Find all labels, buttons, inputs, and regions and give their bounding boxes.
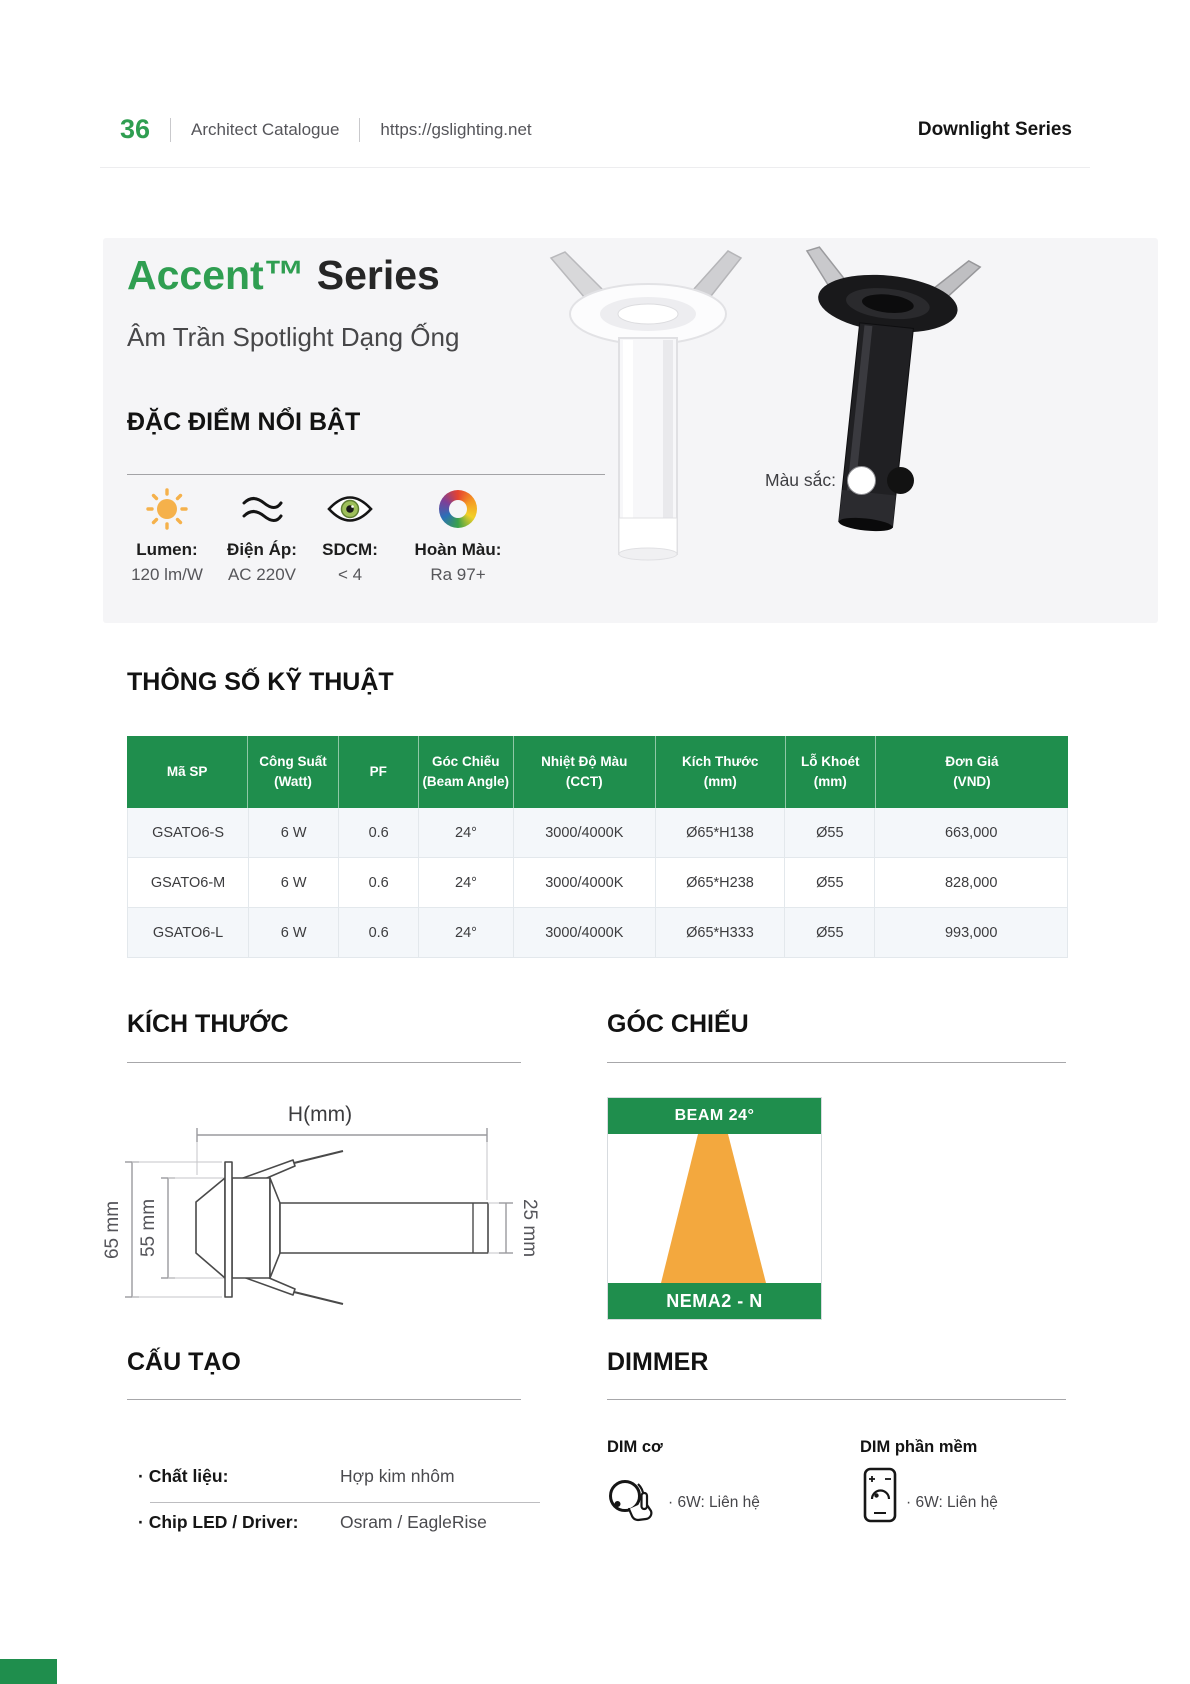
dimmer-rule (607, 1399, 1066, 1400)
cell-cutout: Ø55 (785, 808, 875, 857)
cell-beam: 24° (419, 858, 514, 907)
dimension-drawing (100, 1095, 540, 1310)
construction-label: · Chất liệu: (138, 1466, 229, 1486)
black-fixture-photo (791, 252, 996, 572)
svg-text:H(mm): H(mm) (287, 1103, 353, 1126)
cell-size: Ø65*H333 (656, 908, 786, 957)
cell-watt: 6 W (249, 808, 339, 857)
cell-cct: 3000/4000K (514, 858, 656, 907)
dimensions-rule (127, 1062, 521, 1063)
feature-value: < 4 (337, 565, 363, 584)
svg-text:25 mm: 25 mm (519, 1198, 540, 1258)
features-heading: ĐẶC ĐIỂM NỔI BẬT (127, 408, 361, 436)
header-rule (100, 167, 1090, 168)
page-number: 36 (120, 114, 151, 144)
website-url: https://gslighting.net (380, 119, 532, 139)
table-header-row (127, 736, 1068, 808)
feature-list (127, 484, 533, 585)
beam-diagram (607, 1097, 822, 1320)
feature-value: Ra 97+ (430, 565, 486, 584)
column-header: Công Suất (Watt) (248, 736, 338, 808)
cell-sku: GSATO6-L (128, 908, 249, 957)
feature-voltage (207, 484, 317, 585)
svg-text:55 mm: 55 mm (138, 1198, 159, 1258)
table-row (127, 858, 1068, 908)
specs-heading: THÔNG SỐ KỸ THUẬT (127, 668, 394, 696)
product-title (127, 252, 440, 299)
cell-watt: 6 W (249, 858, 339, 907)
feature-label: Lumen: (136, 540, 198, 559)
column-header: Mã SP (127, 736, 248, 808)
footer-accent-bar (0, 1659, 57, 1684)
construction-rule (127, 1399, 521, 1400)
rotary-dial-icon (604, 1468, 662, 1526)
dimmer-heading: DIMMER (607, 1348, 709, 1376)
dimmer-option-label: DIM phần mềm (860, 1438, 978, 1456)
feature-sdcm (317, 484, 383, 585)
column-header: Lỗ Khoét (mm) (786, 736, 876, 808)
cell-sku: GSATO6-S (128, 808, 249, 857)
cell-beam: 24° (419, 908, 514, 957)
specs-table (127, 736, 1068, 958)
nema-label: NEMA2 - N (608, 1283, 821, 1319)
hero-panel (103, 238, 1158, 623)
color-options-label: Màu sắc: (765, 470, 836, 490)
color-swatch-white (847, 466, 876, 495)
catalogue-name: Architect Catalogue (191, 119, 340, 139)
beam-cone-icon (608, 1134, 821, 1283)
white-fixture-photo (543, 246, 775, 586)
cell-pf: 0.6 (339, 858, 419, 907)
dimmer-note: · 6W: Liên hệ (906, 1494, 998, 1511)
product-series-word: Series (316, 252, 440, 298)
sun-icon (127, 484, 207, 534)
construction-label: · Chip LED / Driver: (138, 1512, 299, 1532)
series-name: Downlight Series (917, 118, 1072, 140)
construction-row (138, 1512, 487, 1533)
dimmer-option-label: DIM cơ (607, 1438, 663, 1456)
cell-price: 663,000 (944, 824, 998, 841)
feature-label: Điện Áp: (227, 540, 297, 559)
beam-rule (607, 1062, 1066, 1063)
beam-cone-area (608, 1134, 821, 1283)
column-header: Nhiệt Độ Màu (CCT) (514, 736, 656, 808)
column-header: Góc Chiếu (Beam Angle) (419, 736, 514, 808)
color-options (765, 466, 914, 495)
dimensions-heading: KÍCH THƯỚC (127, 1010, 289, 1038)
column-header: PF (339, 736, 419, 808)
feature-value: AC 220V (227, 565, 297, 584)
feature-value: 120 lm/W (131, 565, 203, 584)
cell-pf: 0.6 (339, 908, 419, 957)
construction-heading: CẤU TẠO (127, 1348, 241, 1376)
beam-heading: GÓC CHIẾU (607, 1010, 749, 1038)
cell-cutout: Ø55 (785, 908, 875, 957)
cell-cct: 3000/4000K (514, 808, 656, 857)
header-divider (170, 118, 171, 142)
product-brand: Accent™ (127, 252, 305, 298)
beam-angle-label: BEAM 24° (608, 1098, 821, 1134)
cell-cct: 3000/4000K (514, 908, 656, 957)
ac-voltage-icon (207, 484, 317, 534)
table-row (127, 808, 1068, 858)
color-wheel-icon (383, 484, 533, 534)
color-swatch-black (887, 467, 914, 494)
eye-icon (317, 484, 383, 534)
cell-cutout: Ø55 (785, 858, 875, 907)
features-rule (127, 474, 605, 475)
product-subtitle: Âm Trần Spotlight Dạng Ống (127, 322, 460, 352)
construction-value: Hợp kim nhôm (340, 1466, 455, 1486)
construction-divider (150, 1502, 540, 1503)
cell-price: 993,000 (944, 924, 998, 941)
svg-text:65 mm: 65 mm (102, 1200, 123, 1260)
feature-cri (383, 484, 533, 585)
cell-sku: GSATO6-M (128, 858, 249, 907)
column-header: Kích Thước (mm) (656, 736, 786, 808)
smartphone-icon (862, 1466, 898, 1524)
header-divider (359, 118, 360, 142)
construction-row (138, 1466, 455, 1487)
dimmer-note: · 6W: Liên hệ (668, 1494, 760, 1511)
cell-pf: 0.6 (339, 808, 419, 857)
cell-beam: 24° (419, 808, 514, 857)
table-body (127, 808, 1068, 958)
column-header: Đơn Giá (VND) (945, 754, 999, 789)
feature-label: SDCM: (322, 540, 378, 559)
feature-label: Hoàn Màu: (414, 540, 502, 559)
cell-size: Ø65*H138 (656, 808, 786, 857)
feature-lumen (127, 484, 207, 585)
cell-price: 828,000 (944, 874, 998, 891)
page-header (120, 114, 1072, 145)
table-row (127, 908, 1068, 958)
cell-size: Ø65*H238 (656, 858, 786, 907)
construction-value: Osram / EagleRise (340, 1512, 487, 1532)
cell-watt: 6 W (249, 908, 339, 957)
